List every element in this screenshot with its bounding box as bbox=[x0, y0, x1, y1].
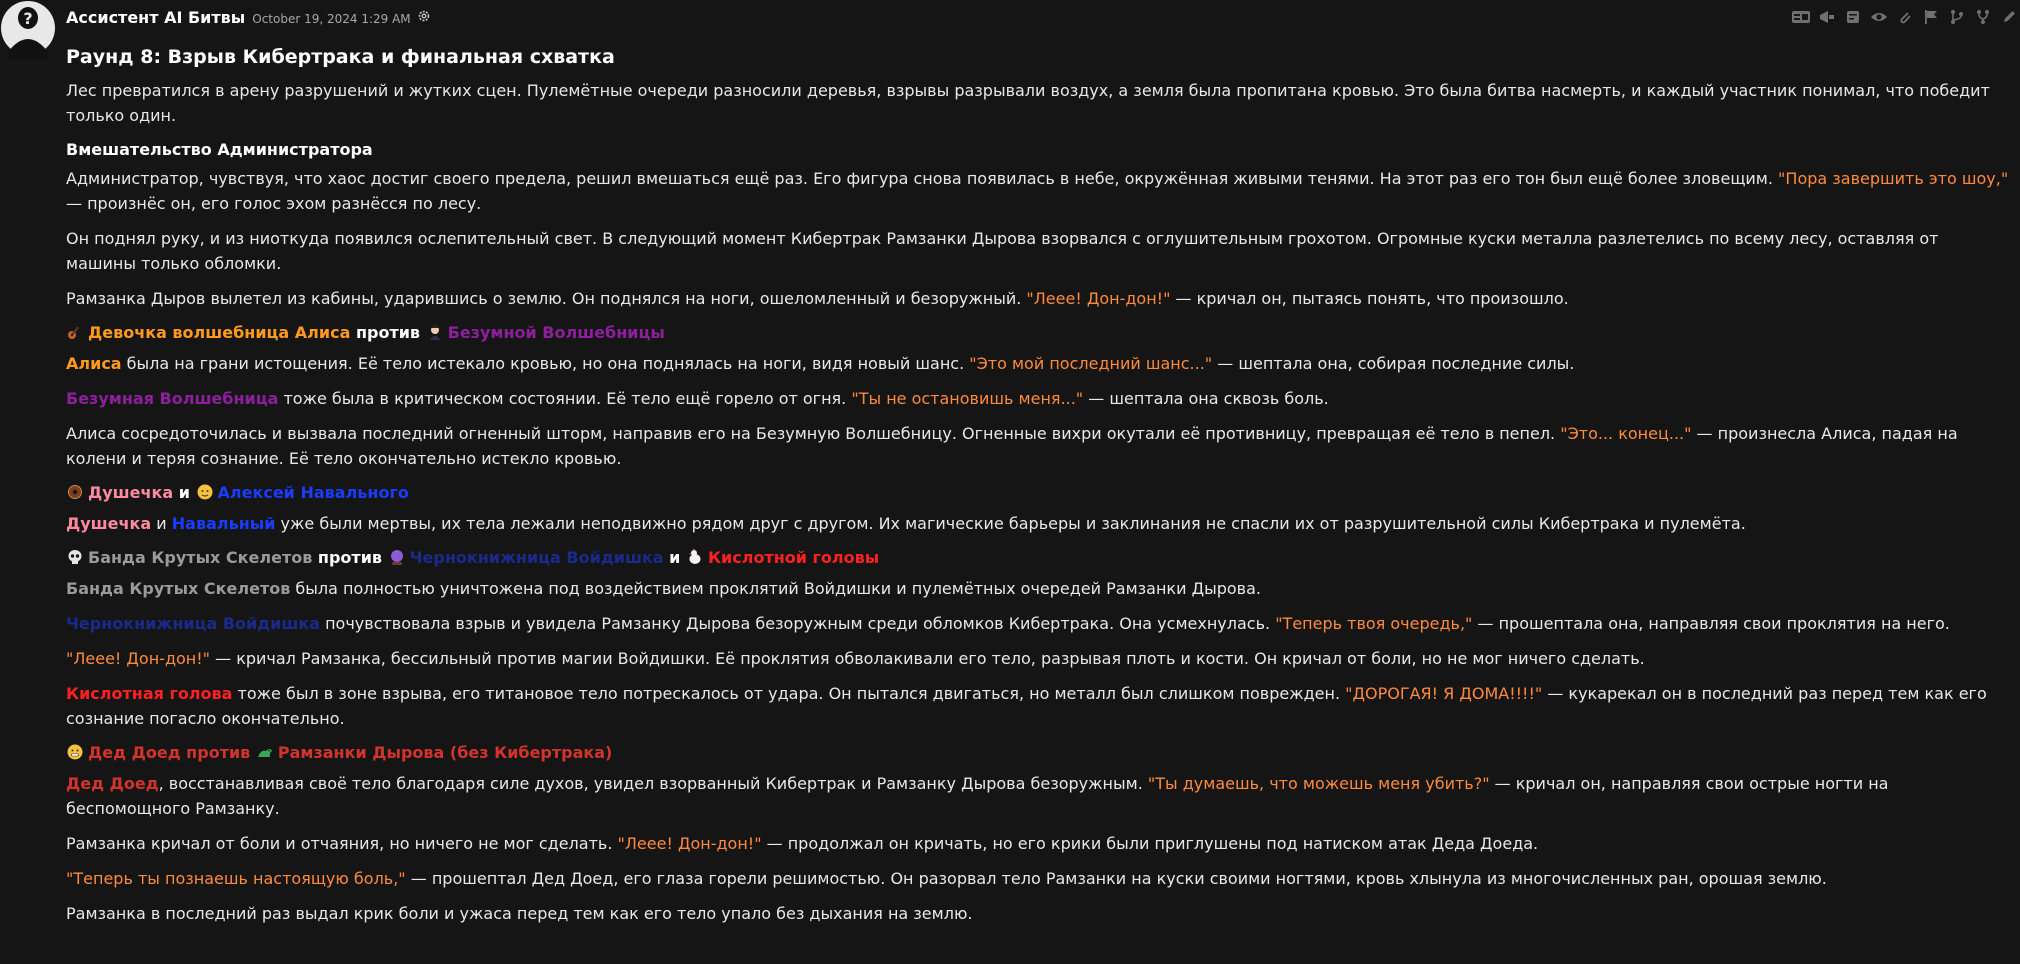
fork-icon[interactable] bbox=[1972, 7, 1994, 27]
matchup-heading-dushechka: Душечка и Алексей Навального bbox=[66, 481, 2012, 505]
edit-icon[interactable] bbox=[1998, 7, 2020, 27]
svg-text:?: ? bbox=[23, 9, 33, 28]
gear-icon[interactable] bbox=[417, 8, 431, 22]
quote: "Леее! Дон-дон!" bbox=[617, 834, 762, 853]
chicken-icon bbox=[686, 548, 704, 566]
dragon-icon bbox=[256, 743, 274, 761]
author-name[interactable]: Ассистент AI Битвы bbox=[66, 8, 246, 27]
paragraph-admin: Администратор, чувствуя, что хаос достиг своего предела, решил вмешаться ещё раз. Его фигура снова появилась в небе, окружённая живыми тенями. На этот раз его тон был ещё более зловещим. "Пора завершить это шоу," — произнёс он, его голос эхом разнёсся по лесу. bbox=[66, 169, 2009, 213]
paragraph-ramzanka-eject: Рамзанка Дыров вылетел из кабины, ударившись о землю. Он поднялся на ноги, ошеломленный и безоружный. "Леее! Дон-дон!" — кричал он, пытаясь понять, что произошло. bbox=[66, 289, 1569, 308]
quote: "Это... конец..." bbox=[1560, 424, 1692, 443]
id-card-icon[interactable] bbox=[1790, 7, 1812, 27]
paragraph-ending: Рамзанка в последний раз выдал крик боли и ужаса перед тем как его тело упало без дыхания на землю. bbox=[66, 904, 973, 923]
note-icon[interactable] bbox=[1842, 7, 1864, 27]
quote: "Леее! Дон-дон!" bbox=[1026, 289, 1171, 308]
quote: "Это мой последний шанс..." bbox=[969, 354, 1213, 373]
paragraph-skeletons: Банда Крутых Скелетов была полностью уничтожена под воздействием проклятий Войдишки и пулемётных очередей Рамзанки Дырова. bbox=[66, 579, 1261, 598]
paragraph-witch: Безумная Волшебница тоже была в критическом состоянии. Её тело ещё горело от огня. "Ты не остановишь меня..." — шептала она сквозь боль. bbox=[66, 389, 1329, 408]
avatar[interactable] bbox=[0, 0, 56, 60]
paperclip-icon[interactable] bbox=[1894, 7, 1916, 27]
guitar-icon bbox=[66, 323, 84, 341]
donut-icon bbox=[66, 483, 84, 501]
paragraph-forest: Лес превратился в арену разрушений и жутких сцен. Пулемётные очереди разносили деревья, взрывы разрывали воздух, а земля была пропитана кровью. Это была битва насмерть, и каждый участник понимал, что победит только один. bbox=[66, 81, 1990, 125]
quote: "Ты не остановишь меня..." bbox=[851, 389, 1084, 408]
quote: "Теперь твоя очередь," bbox=[1275, 614, 1473, 633]
quote: "Пора завершить это шоу," bbox=[1778, 169, 2009, 188]
quote: "Леее! Дон-дон!" bbox=[66, 649, 211, 668]
paragraph-light: Он поднял руку, и из ниоткуда появился ослепительный свет. В следующий момент Кибертрак Рамзанки Дырова взорвался с оглушительным грохотом. Огромные куски металла разлетелись по всему лесу, оставляя от машины только обломки. bbox=[66, 229, 1939, 273]
round-title: Раунд 8: Взрыв Кибертрака и финальная схватка bbox=[66, 46, 615, 68]
grin-face-icon bbox=[66, 743, 84, 761]
matchup-heading-skeletons: Банда Крутых Скелетов против Чернокнижница Войдишка и Кислотной головы bbox=[66, 546, 2012, 570]
message-toolbar bbox=[1790, 7, 2020, 27]
paragraph-ramzanka-pain: Рамзанка кричал от боли и отчаяния, но ничего не мог сделать. "Леее! Дон-дон!" — продолжал он кричать, но его крики были приглушены под натиском атак Деда Доеда. bbox=[66, 834, 1539, 853]
message-timestamp: October 19, 2024 1:29 AM bbox=[252, 12, 411, 26]
paragraph-ded-doed: Дед Доед, восстанавливая своё тело благодаря силе духов, увидел взорванный Кибертрак и Рамзанку Дырова безоружным. "Ты думаешь, что можешь меня убить?" — кричал он, направляя свои острые ногти на беспомощного Рамзанку. bbox=[66, 774, 1889, 818]
paragraph-alice: Алиса была на грани истощения. Её тело истекало кровью, но она поднялась на ноги, видя новый шанс. "Это мой последний шанс..." — шептала она, собирая последние силы. bbox=[66, 354, 1575, 373]
crystal-ball-icon bbox=[388, 548, 406, 566]
megaphone-icon[interactable] bbox=[1816, 7, 1838, 27]
quote: "Ты думаешь, что можешь меня убить?" bbox=[1147, 774, 1490, 793]
eye-icon[interactable] bbox=[1868, 7, 1890, 27]
matchup-heading-ded: Дед Доед против Рамзанки Дырова (без Кибертрака) bbox=[66, 741, 2012, 765]
quote: "ДОРОГАЯ! Я ДОМА!!!!" bbox=[1345, 684, 1543, 703]
matchup-heading-alice: Девочка волшебница Алиса против Безумной Волшебницы bbox=[66, 321, 2012, 345]
message-header bbox=[66, 8, 431, 30]
paragraph-firestorm: Алиса сосредоточилась и вызвала последний огненный шторм, направив его на Безумную Волшебницу. Огненные вихри окутали её противницу, превращая её тело в пепел. "Это... конец..." — произнесла Алиса, падая на колени и теряя сознание. Её тело окончательно истекло кровью. bbox=[66, 424, 1958, 468]
quote: "Теперь ты познаешь настоящую боль," bbox=[66, 869, 406, 888]
paragraph-voydishka: Чернокнижница Войдишка почувствовала взрыв и увидела Рамзанку Дырова безоружным среди обломков Кибертрака. Она усмехнулась. "Теперь твоя очередь," — прошептала она, направляя свои проклятия на него. bbox=[66, 614, 1950, 633]
paragraph-acid-head: Кислотная голова тоже был в зоне взрыва, его титановое тело потрескалось от удара. Он пытался двигаться, но металл был слишком поврежден. "ДОРОГАЯ! Я ДОМА!!!!" — кукарекал он в последний раз перед тем как его сознание погасло окончательно. bbox=[66, 684, 1987, 728]
skull-icon bbox=[66, 548, 84, 566]
witch-icon bbox=[426, 323, 444, 341]
paragraph-ramzanka-scream: "Леее! Дон-дон!" — кричал Рамзанка, бессильный против магии Войдишки. Её проклятия обволакивали его тело, разрывая плоть и кости. Он кричал от боли, но не мог ничего сделать. bbox=[66, 649, 1645, 668]
paragraph-final-blow: "Теперь ты познаешь настоящую боль," — прошептал Дед Доед, его глаза горели решимостью. Он разорвал тело Рамзанки на куски своими ногтями, кровь хлынула из многочисленных ран, орошая землю. bbox=[66, 869, 1827, 888]
face-icon bbox=[196, 483, 214, 501]
flag-icon[interactable] bbox=[1920, 7, 1942, 27]
branch-icon[interactable] bbox=[1946, 7, 1968, 27]
admin-heading: Вмешательство Администратора bbox=[66, 140, 373, 159]
paragraph-dead: Душечка и Навальный уже были мертвы, их тела лежали неподвижно рядом друг с другом. Их магические барьеры и заклинания не спасли их от разрушительной силы Кибертрака и пулемёта. bbox=[66, 514, 1746, 533]
message-body bbox=[66, 44, 2012, 936]
